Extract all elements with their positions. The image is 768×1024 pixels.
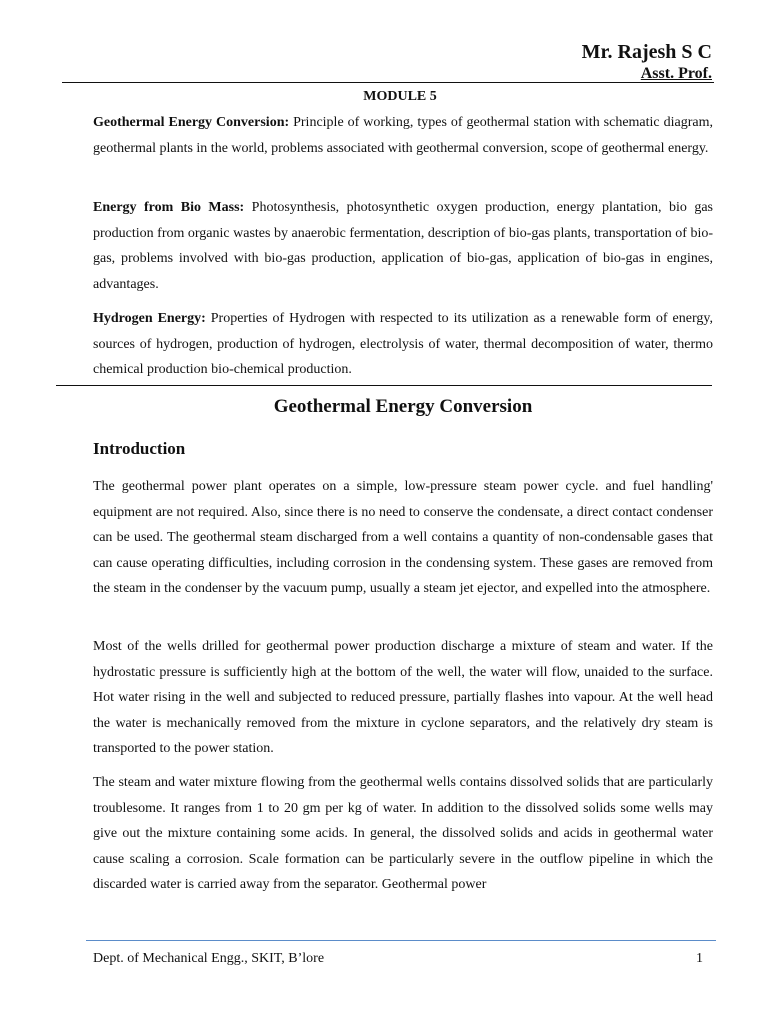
syllabus-item-title: Hydrogen Energy: (93, 311, 206, 326)
body-paragraph-3: The steam and water mixture flowing from the geothermal wells contains dissolved solids that are particularly troublesome. It ranges from 1 to 20 gm per kg of water. In addition to the dissolved solids some wells may give out the mixture containing some acids. In general, the dissolved solids and acids in geothermal water cause scaling a corrosion. Scale formation can be particularly severe in the outflow pipeline in which the discarded water is carried away from the separator. Geothermal power (93, 775, 713, 892)
syllabus-item-title: Energy from Bio Mass: (93, 200, 245, 215)
syllabus-item-geothermal (93, 110, 713, 161)
author-role: Asst. Prof. (640, 65, 712, 82)
footer-department: Dept. of Mechanical Engg., SKIT, B’lore (93, 951, 325, 966)
syllabus-item-text: Principle of working, types of geothermal station with schematic diagram, geothermal plants in the world, problems associated with geothermal conversion, scope of geothermal energy. (93, 115, 713, 156)
body-paragraph-2: Most of the wells drilled for geothermal power production discharge a mixture of steam and water. If the hydrostatic pressure is sufficiently high at the bottom of the well, the water will flow, unaided to the surface. Hot water rising in the well and subjected to reduced pressure, partially flashes into vapour. At the well head the water is mechanically removed from the mixture in cyclone separators, and the relatively dry steam is transported to the power station. (93, 639, 713, 756)
body-paragraph-1: The geothermal power plant operates on a simple, low-pressure steam power cycle. and fuel handling' equipment are not required. Also, since there is no need to conserve the condensate, a direct contact condenser can be used. The geothermal steam discharged from a well contains a quantity of non-condensable gases that can cause operating difficulties, including corrosion in the condensing system. These gases are removed from the steam in the condenser by the vacuum pump, usually a steam jet ejector, and expelled into the atmosphere. (93, 479, 713, 596)
syllabus-item-biomass (93, 195, 713, 297)
section-subheading: Introduction (93, 439, 186, 458)
syllabus-item-text: Photosynthesis, photosynthetic oxygen production, energy plantation, bio gas production from organic wastes by anaerobic fermentation, description of bio-gas plants, transportation of bio-gas, problems involved with bio-gas production, application of bio-gas, application of bio-gas in engines, advantages. (93, 200, 713, 292)
module-title: MODULE 5 (363, 89, 437, 104)
page-number: 1 (696, 951, 703, 966)
syllabus-item-hydrogen (93, 306, 713, 383)
syllabus-item-title: Geothermal Energy Conversion: (93, 115, 290, 130)
footer-divider (86, 940, 716, 941)
syllabus-item-text: Properties of Hydrogen with respected to its utilization as a renewable form of energy, sources of hydrogen, production of hydrogen, electrolysis of water, thermal decomposition of water, thermo chemical production bio-chemical production. (93, 311, 713, 377)
section-heading: Geothermal Energy Conversion (273, 396, 533, 417)
header-divider (62, 82, 714, 83)
author-name: Mr. Rajesh S C (581, 41, 712, 63)
section-divider (56, 385, 712, 386)
